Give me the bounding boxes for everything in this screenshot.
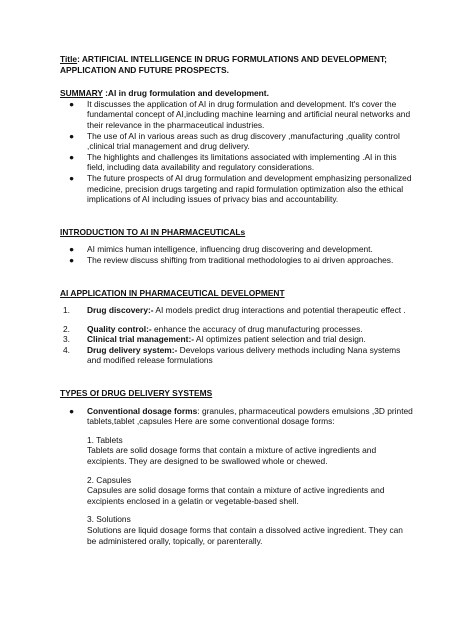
dosage-form-title: 2. Capsules	[87, 474, 132, 485]
bullet-icon: ●	[69, 130, 75, 141]
list-item-text: Develops various delivery methods including Nana systems and modified release formulations	[87, 344, 401, 366]
bullet-icon: ●	[69, 244, 75, 255]
list-item	[60, 255, 414, 266]
delivery-heading: TYPES Of DRUG DELIVERY SYSTEMS	[60, 388, 213, 399]
list-item-text: The use of AI in various areas such as drug discovery ,manufacturing ,quality control ,clinical trial management and drug delivery.	[87, 130, 400, 152]
list-item-label: Drug delivery system:-	[87, 344, 178, 355]
bullet-icon: ●	[69, 151, 75, 162]
list-number: 3.	[63, 334, 70, 345]
dosage-form-text: Solutions are liquid dosage forms that contain a dissolved active ingredient. They can be administered orally, topically, or parenterally.	[87, 525, 403, 546]
list-number: 1.	[63, 305, 70, 316]
list-item-label: Clinical trial management:-	[87, 334, 195, 345]
dosage-form-text: Tablets are solid dosage forms that contain a mixture of active ingredients and excipients. They are designed to be swallowed whole or chewed.	[87, 445, 377, 467]
list-item-text: The review discuss shifting from traditional methodologies to ai driven approaches.	[87, 254, 394, 265]
list-item	[60, 152, 414, 173]
dosage-form-title: 1. Tablets	[87, 434, 123, 445]
list-item-label: Quality control:-	[87, 323, 152, 334]
list-number: 4.	[63, 344, 70, 355]
spacer	[87, 506, 414, 514]
dosage-forms	[87, 427, 414, 546]
delivery-bullet-list	[60, 406, 414, 547]
intro-bullet-list	[60, 244, 414, 265]
spacer	[60, 399, 414, 406]
list-item	[60, 305, 414, 316]
list-item-text: enhance the accuracy of drug manufacturing processes.	[151, 323, 363, 334]
list-item-text: : granules, pharmaceutical powders emulsions ,3D printed tablets,tablet ,capsules Here are some conventional dosage forms:	[87, 405, 413, 427]
spacer	[87, 467, 414, 475]
title-text: : ARTIFICIAL INTELLIGENCE IN DRUG FORMULATIONS AND DEVELOPMENT; APPLICATION AND FUTURE PROSPECTS.	[60, 54, 387, 75]
application-numbered-list	[60, 305, 414, 366]
application-heading: AI APPLICATION IN PHARMACEUTICAL DEVELOPMENT	[60, 287, 285, 298]
spacer	[60, 266, 414, 288]
bullet-icon: ●	[69, 405, 75, 416]
list-item-text: AI mimics human intelligence, influencing drug discovering and development.	[87, 244, 373, 255]
dosage-form-title: 3. Solutions	[87, 514, 131, 525]
list-item	[60, 173, 414, 205]
document-title	[60, 54, 414, 75]
spacer	[87, 427, 414, 435]
spacer	[60, 237, 414, 244]
summary-label: SUMMARY	[60, 88, 103, 99]
list-item	[60, 406, 414, 547]
list-item	[60, 99, 414, 131]
list-item-text: The highlights and challenges its limitations associated with implementing .AI in this field, including data availability and regulatory considerations.	[87, 151, 397, 173]
summary-heading	[60, 88, 414, 99]
list-item-text: AI optimizes patient selection and trial design.	[194, 334, 366, 345]
list-item-label: Conventional dosage forms	[87, 405, 198, 416]
list-number: 2.	[63, 323, 70, 334]
title-label: Title	[60, 54, 78, 64]
list-item-text: The future prospects of AI drug formulation and development emphasizing personalized medicine, precision drugs targeting and rapid formulation optimization also the ethical implications of AI including issues of privacy bias and accountability.	[87, 172, 412, 205]
list-item	[60, 244, 414, 255]
bullet-icon: ●	[69, 98, 75, 109]
list-item	[60, 345, 414, 366]
dosage-form-text: Capsules are solid dosage forms that contain a mixture of active ingredients and excipients enclosed in a gelatin or vegetable-based shell.	[87, 485, 385, 506]
intro-heading: INTRODUCTION TO AI IN PHARMACEUTICALs	[60, 226, 246, 237]
bullet-icon: ●	[69, 172, 75, 183]
summary-bullet-list	[60, 99, 414, 205]
spacer	[60, 366, 414, 388]
list-item-text: It discusses the application of AI in drug formulation and development. It's cover the fundamental concept of AI,including machine learning and artificial neural networks and their relevance in the pharmaceutical industries.	[87, 98, 411, 130]
spacer	[60, 205, 414, 227]
list-item	[60, 334, 414, 345]
list-item-label: Drug discovery:-	[87, 305, 154, 316]
list-item-text: AI models predict drug interactions and potential therapeutic effect .	[153, 305, 406, 316]
summary-heading-text: :AI in drug formulation and development.	[102, 88, 269, 99]
list-item	[60, 131, 414, 152]
spacer	[60, 298, 414, 305]
list-item	[60, 324, 414, 335]
bullet-icon: ●	[69, 254, 75, 265]
